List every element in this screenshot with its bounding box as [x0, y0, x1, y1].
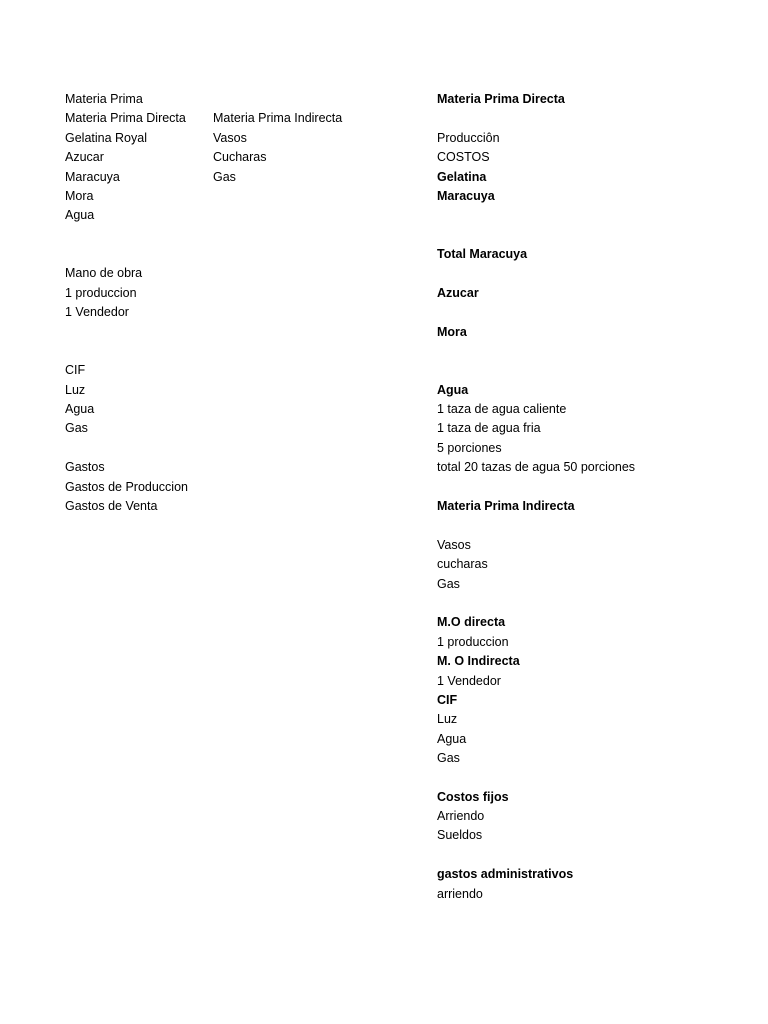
materia-prima-heading: Materia Prima: [65, 92, 143, 106]
right-cif-item: Gas: [437, 751, 460, 765]
mo-directa-heading: M.O directa: [437, 615, 506, 629]
gastos-admin-item: arriendo: [437, 887, 483, 901]
cif-item: Luz: [65, 383, 86, 397]
total-maracuya-label: Total Maracuya: [437, 247, 528, 261]
mano-item: 1 produccion: [65, 286, 137, 300]
gastos-admin-heading: gastos administrativos: [437, 867, 574, 881]
mano-de-obra-heading: Mano de obra: [65, 266, 143, 280]
mpd-item: Agua: [65, 208, 95, 222]
mpd-item: Mora: [65, 189, 94, 203]
cif-item: Agua: [65, 402, 95, 416]
maracuya-label: Maracuya: [437, 189, 495, 203]
azucar-label: Azucar: [437, 286, 479, 300]
right-mpd-heading: Materia Prima Directa: [437, 92, 565, 106]
gastos-heading: Gastos: [65, 460, 105, 474]
gelatina-label: Gelatina: [437, 170, 487, 184]
agua-item: 1 taza de agua caliente: [437, 402, 567, 416]
right-mpi-item: Gas: [437, 577, 460, 591]
right-cif-heading: CIF: [437, 693, 458, 707]
mpd-item: Maracuya: [65, 170, 120, 184]
mpi-item: Vasos: [213, 131, 247, 145]
costos-label: COSTOS: [437, 150, 490, 164]
mpd-heading: Materia Prima Directa: [65, 111, 186, 125]
produccion-label: Producciôn: [437, 131, 500, 145]
gastos-item: Gastos de Venta: [65, 499, 158, 513]
mpd-item: Azucar: [65, 150, 104, 164]
agua-label: Agua: [437, 383, 469, 397]
mpi-item: Cucharas: [213, 150, 267, 164]
mpi-item: Gas: [213, 170, 236, 184]
mpd-item: Gelatina Royal: [65, 131, 147, 145]
mora-label: Mora: [437, 325, 467, 339]
mo-indirecta-item: 1 Vendedor: [437, 674, 501, 688]
agua-item: 5 porciones: [437, 441, 502, 455]
mpi-heading: Materia Prima Indirecta: [213, 111, 343, 125]
right-mpi-item: Vasos: [437, 538, 471, 552]
mo-indirecta-heading: M. O Indirecta: [437, 654, 520, 668]
agua-item: 1 taza de agua fria: [437, 421, 541, 435]
costos-fijos-heading: Costos fijos: [437, 790, 509, 804]
costos-fijos-item: Sueldos: [437, 828, 483, 842]
mano-item: 1 Vendedor: [65, 305, 129, 319]
right-cif-item: Luz: [437, 712, 458, 726]
right-mpi-item: cucharas: [437, 557, 488, 571]
gastos-item: Gastos de Produccion: [65, 480, 188, 494]
agua-item: total 20 tazas de agua 50 porciones: [437, 460, 636, 474]
mo-directa-item: 1 produccion: [437, 635, 509, 649]
cif-item: Gas: [65, 421, 88, 435]
costos-fijos-item: Arriendo: [437, 809, 485, 823]
right-cif-item: Agua: [437, 732, 467, 746]
cif-heading: CIF: [65, 363, 86, 377]
right-mpi-heading: Materia Prima Indirecta: [437, 499, 575, 513]
